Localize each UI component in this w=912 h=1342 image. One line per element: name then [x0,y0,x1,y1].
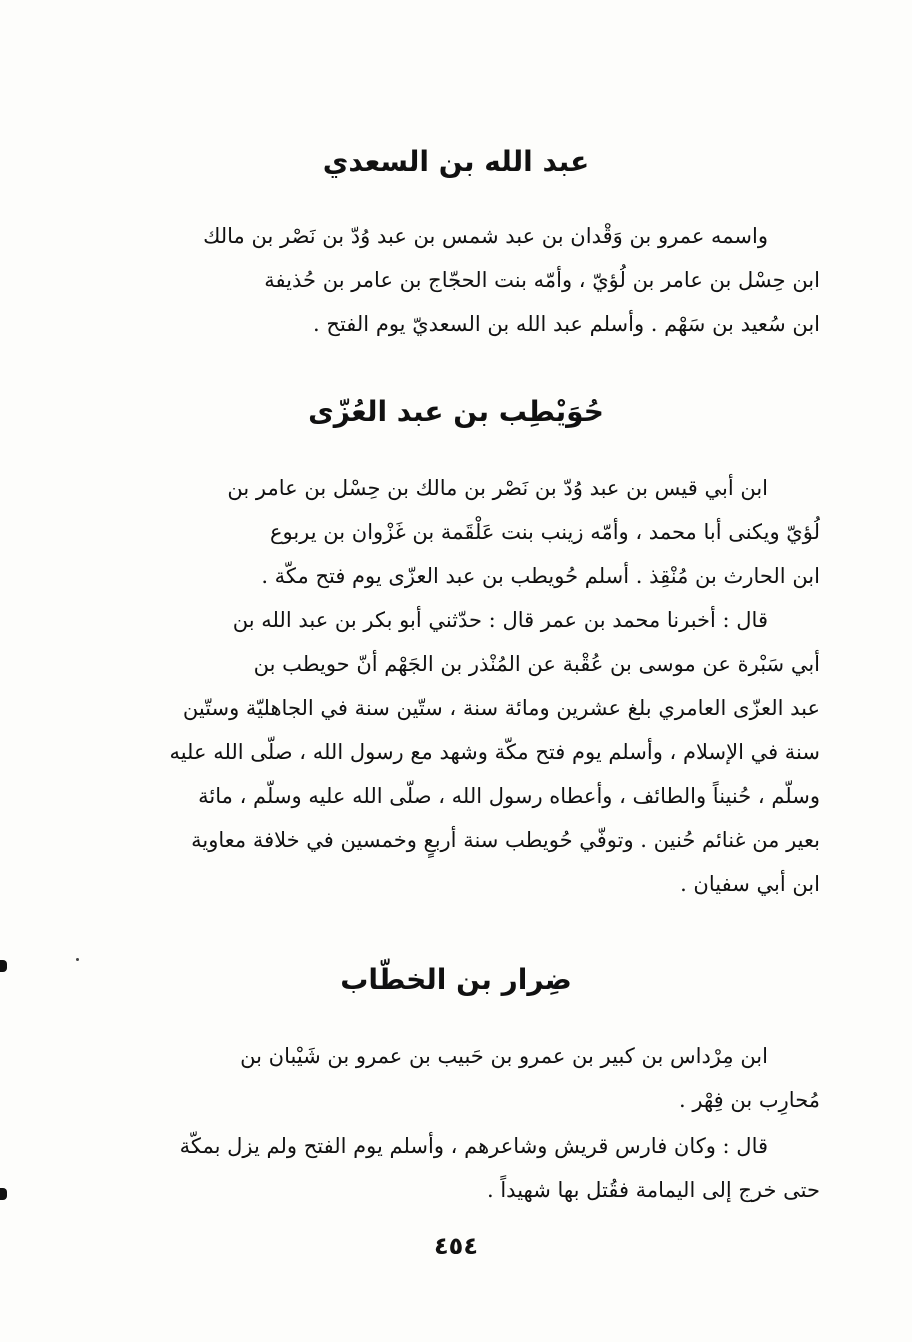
text-line: سنة في الإسلام ، وأسلم يوم فتح مكّة وشهد مع رسول الله ، صلّى الله عليه [169,740,820,764]
text-line: ابن مِرْداس بن كبير بن عمرو بن حَبيب بن عمرو بن شَيْبان بن [240,1044,768,1068]
text-line: ابن سُعيد بن سَهْم . وأسلم عبد الله بن السعديّ يوم الفتح . [313,312,820,336]
text-line: ابن الحارث بن مُنْقِذ . أسلم حُويطب بن عبد العزّى يوم فتح مكّة . [261,564,820,588]
text-line: أبي سَبْرة عن موسى بن عُقْبة عن المُنْذر بن الجَهْم أنّ حويطب بن [253,652,820,676]
page-number: ٤٥٤ [434,1232,478,1260]
text-line: ابن أبي سفيان . [680,872,820,896]
text-line: لُؤيّ ويكنى أبا محمد ، وأمّه زينب بنت عَلْقَمة بن غَزْوان بن يربوع [269,520,820,544]
text-line: ابن حِسْل بن عامر بن لُؤيّ ، وأمّه بنت الحجّاج بن عامر بن حُذيفة [264,268,820,292]
text-line: واسمه عمرو بن وَقْدان بن عبد شمس بن عبد وُدّ بن نَصْر بن مالك [203,224,768,248]
text-line: ابن أبي قيس بن عبد وُدّ بن نَصْر بن مالك بن حِسْل بن عامر بن [227,476,768,500]
paragraph-dirar-lineage [116,1034,820,1122]
paragraph-abdullah-lineage [116,214,820,346]
text-line: عبد العزّى العامري بلغ عشرين ومائة سنة ، ستّين سنة في الجاهليّة وستّين [182,696,820,720]
text-line: قال : أخبرنا محمد بن عمر قال : حدّثني أبو بكر بن عبد الله بن [232,608,768,632]
text-line: قال : وكان فارس قريش وشاعرهم ، وأسلم يوم الفتح ولم يزل بمكّة [179,1134,768,1158]
text-line: مُحارِب بن فِهْر . [679,1088,820,1112]
text-line: وسلّم ، حُنيناً والطائف ، وأعطاه رسول الله ، صلّى الله عليه وسلّم ، مائة [198,784,820,808]
scan-margin-mark [0,1188,7,1200]
text-line: بعير من غنائم حُنين . وتوفّي حُويطب سنة أربعٍ وخمسين في خلافة معاوية [191,828,820,852]
section-heading-abdullah-ibn-al-saadi: عبد الله بن السعدي [322,145,590,178]
ink-speck [76,958,79,961]
paragraph-huwaytib-report [116,598,820,906]
paragraph-dirar-report [116,1124,820,1212]
paragraph-huwaytib-lineage [116,466,820,598]
section-heading-huwaytib: حُوَيْطِب بن عبد العُزّى [308,395,604,428]
text-line: حتى خرج إلى اليمامة فقُتل بها شهيداً . [487,1178,820,1202]
section-heading-dirar-ibn-al-khattab: ضِرار بن الخطّاب [340,963,572,996]
scan-margin-mark [0,960,7,972]
